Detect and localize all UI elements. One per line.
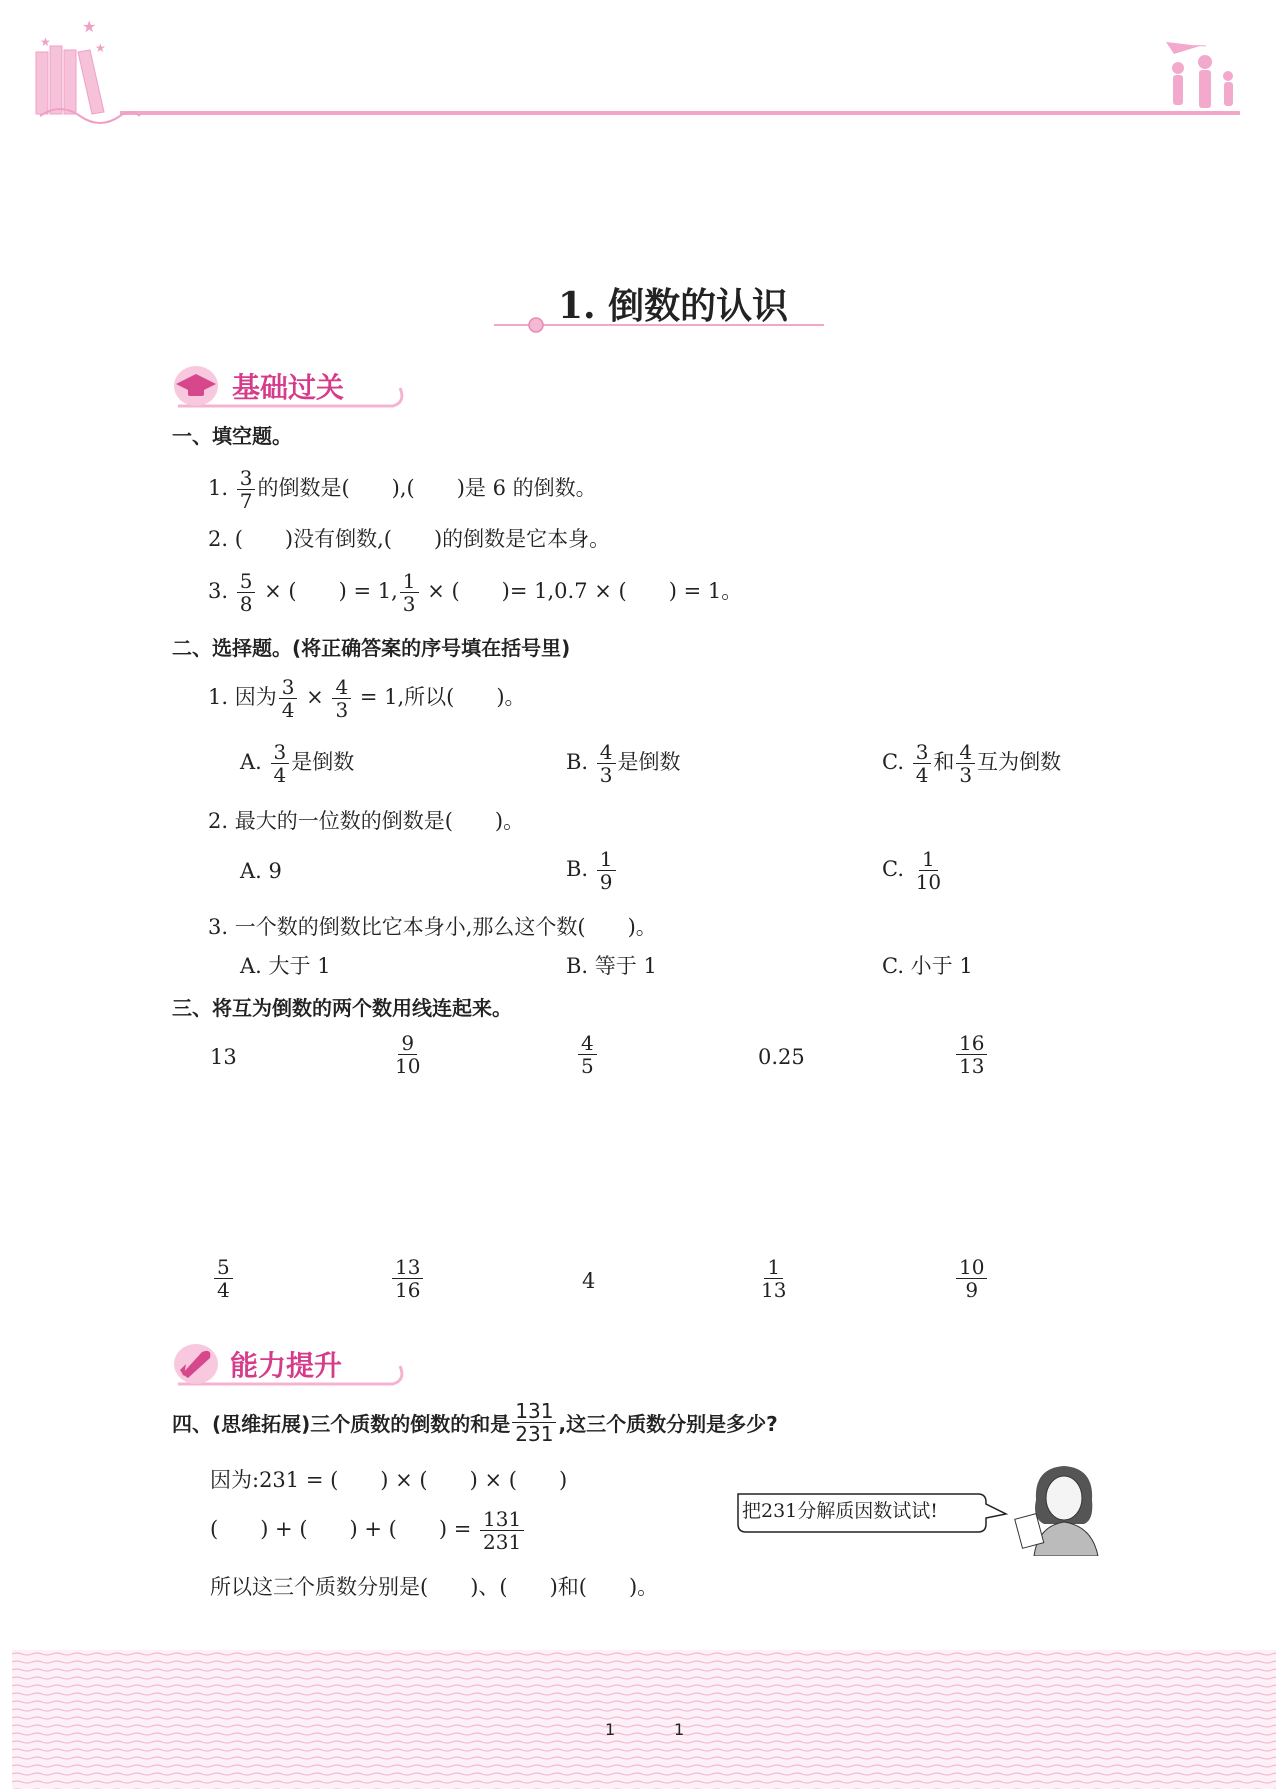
section-1-heading: 一、填空题。 [172,424,292,448]
s2-q1-option-b: B. $\frac{4}{3}$ 是倒数 [566,740,681,787]
fraction: $\frac{4}{5}$ [578,1032,597,1077]
match-bottom-5 [954,1256,989,1301]
fraction: $\frac{4}{3}$ [956,741,975,786]
s2-q2-option-b: B. $\frac{1}{9}$ [566,848,618,893]
page-number-left: 1 [605,1720,616,1739]
teacher-icon [1014,1460,1114,1556]
page-number-right: 1 [674,1720,685,1739]
match-top-1: 13 [210,1045,237,1069]
s2-question-1: 1. 因为 $\frac{3}{4}$ × $\frac{4}{3}$ = 1,所以( )。 [208,675,526,722]
fraction: $\frac{1}{3}$ [400,570,419,615]
s2-q2-option-c: C. $\frac{1}{10}$ [882,848,946,893]
s2-q1-option-a: A. $\frac{3}{4}$ 是倒数 [240,740,355,787]
books-icon [36,46,104,114]
s4-line-1: 因为:231 = ( ) × ( ) × ( ) [210,1468,568,1492]
s1-question-1: 1. $\frac{3}{7}$ 的倒数是( ),( )是 6 的倒数。 [208,466,597,513]
fraction: $\frac{3}{7}$ [237,467,256,512]
fraction: $\frac{3}{4}$ [279,676,298,721]
fraction: $\frac{13}{16}$ [392,1256,423,1301]
section-3-heading: 三、将互为倒数的两个数用线连起来。 [172,996,512,1020]
banner-basic-label: 基础过关 [232,371,345,404]
section-4-heading: 四、(思维拓展)三个质数的倒数的和是 $\frac{131}{231}$ ,这三个质数分别是多少? [172,1399,778,1446]
match-top-4: 0.25 [758,1045,805,1069]
s2-q3-option-c: C. 小于 1 [882,954,973,978]
fraction: $\frac{131}{231}$ [480,1508,524,1553]
s1-question-2: 2. ( )没有倒数,( )的倒数是它本身。 [208,527,611,551]
fraction: $\frac{1}{10}$ [915,847,942,894]
title-underline [494,316,834,336]
fraction: $\frac{1}{9}$ [597,848,616,893]
match-bottom-3: 4 [582,1269,596,1293]
svg-text:★: ★ [40,35,51,49]
banner-advanced-label: 能力提升 [230,1349,343,1382]
s1-question-3: 3. $\frac{5}{8}$ × ( ) = 1, $\frac{1}{3}$ × ( )= 1,0.7 × ( ) = 1。 [208,569,743,616]
fraction: $\frac{3}{4}$ [271,741,290,786]
section-2-heading: 二、选择题。(将正确答案的序号填在括号里) [172,636,571,660]
match-top-2 [390,1032,425,1077]
s2-q1-option-c: C. $\frac{3}{4}$ 和 $\frac{4}{3}$ 互为倒数 [882,740,1062,787]
s2-question-2: 2. 最大的一位数的倒数是( )。 [208,809,525,833]
match-bottom-4 [756,1256,791,1301]
fraction: $\frac{5}{4}$ [214,1256,233,1301]
fraction: $\frac{3}{4}$ [913,741,932,786]
hint-text: 把231分解质因数试试! [742,1500,938,1522]
s2-q2-option-a: A. 9 [240,859,282,883]
s2-q3-option-b: B. 等于 1 [566,954,657,978]
match-top-5 [954,1032,989,1077]
fraction: $\frac{16}{13}$ [956,1032,987,1077]
match-top-3 [576,1032,599,1077]
fraction: $\frac{4}{3}$ [597,741,616,786]
fraction: $\frac{1}{13}$ [761,1255,787,1302]
match-bottom-2 [390,1256,425,1301]
fraction: $\frac{131}{231}$ [512,1400,556,1445]
fraction: $\frac{4}{3}$ [332,676,351,721]
match-bottom-1 [212,1256,235,1301]
s4-line-3: 所以这三个质数分别是( )、( )和( )。 [210,1575,659,1599]
fraction: $\frac{5}{8}$ [237,570,256,615]
s4-line-2: ( ) + ( ) + ( ) = $\frac{131}{231}$ [210,1508,526,1553]
header-decoration [0,0,1287,140]
footer-stripes [12,1650,1276,1789]
s2-question-3: 3. 一个数的倒数比它本身小,那么这个数( )。 [208,915,657,939]
fraction: $\frac{9}{10}$ [395,1031,421,1078]
s2-q3-option-a: A. 大于 1 [240,954,331,978]
fraction: $\frac{10}{9}$ [956,1256,987,1301]
svg-text:★: ★ [82,17,97,36]
page-title: 1. 倒数的认识 [558,285,789,327]
svg-text:★: ★ [95,41,106,55]
